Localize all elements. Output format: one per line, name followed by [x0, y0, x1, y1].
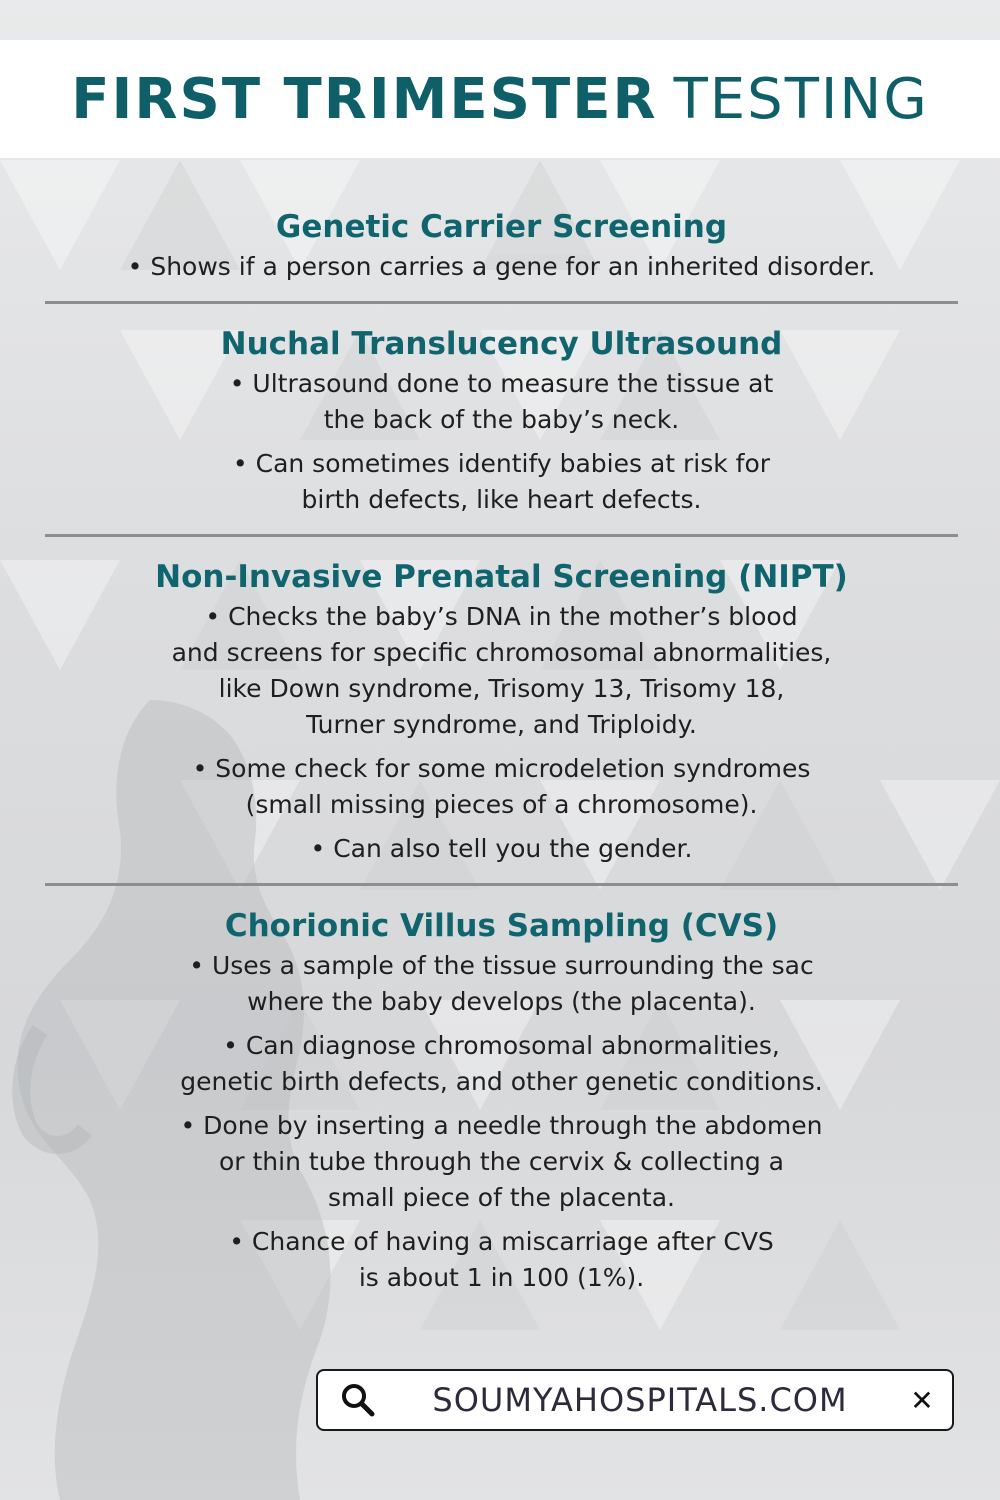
bullet: • Can diagnose chromosomal abnormalities, genetic birth defects, and other genetic conditions. [180, 1031, 823, 1096]
title-banner [0, 40, 1000, 158]
close-icon[interactable]: ✕ [910, 1383, 934, 1417]
section-nuchal-translucency [45, 322, 958, 518]
section-heading: Nuchal Translucency Ultrasound [220, 326, 783, 362]
bullet: • Some check for some microdeletion syndromes (small missing pieces of a chromosome). [192, 754, 811, 819]
bullet: • Checks the baby’s DNA in the mother’s blood and screens for specific chromosomal abnormalities, like Down syndrome, Trisomy 13, Trisomy 18, Turner syndrome, and Triploidy. [171, 602, 832, 739]
divider [45, 883, 958, 886]
title-light: TESTING [673, 66, 929, 132]
search-input[interactable]: SOUMYAHOSPITALS.COM [432, 1381, 848, 1419]
section-heading: Genetic Carrier Screening [275, 209, 728, 245]
bullet: • Chance of having a miscarriage after CVS is about 1 in 100 (1%). [229, 1227, 774, 1292]
bullet: • Uses a sample of the tissue surrounding the sac where the baby develops (the placenta). [189, 951, 814, 1016]
bullet: • Can also tell you the gender. [310, 834, 693, 863]
bullet: • Can sometimes identify babies at risk for birth defects, like heart defects. [232, 449, 771, 514]
section-nipt [45, 555, 958, 867]
search-icon[interactable] [338, 1380, 378, 1420]
divider [45, 534, 958, 537]
section-cvs [45, 904, 958, 1296]
bullet: • Ultrasound done to measure the tissue at the back of the baby’s neck. [229, 369, 774, 434]
bullet: • Shows if a person carries a gene for an inherited disorder. [127, 252, 876, 281]
page-title [71, 67, 928, 132]
divider [45, 301, 958, 304]
section-genetic-carrier-screening [45, 205, 958, 285]
title-bold: FIRST TRIMESTER [71, 66, 658, 132]
content-area [45, 205, 958, 1296]
section-heading: Chorionic Villus Sampling (CVS) [224, 908, 779, 944]
bullet: • Done by inserting a needle through the abdomen or thin tube through the cervix & collecting a small piece of the placenta. [180, 1111, 823, 1212]
section-heading: Non-Invasive Prenatal Screening (NIPT) [155, 559, 848, 595]
search-bar[interactable] [316, 1369, 954, 1431]
